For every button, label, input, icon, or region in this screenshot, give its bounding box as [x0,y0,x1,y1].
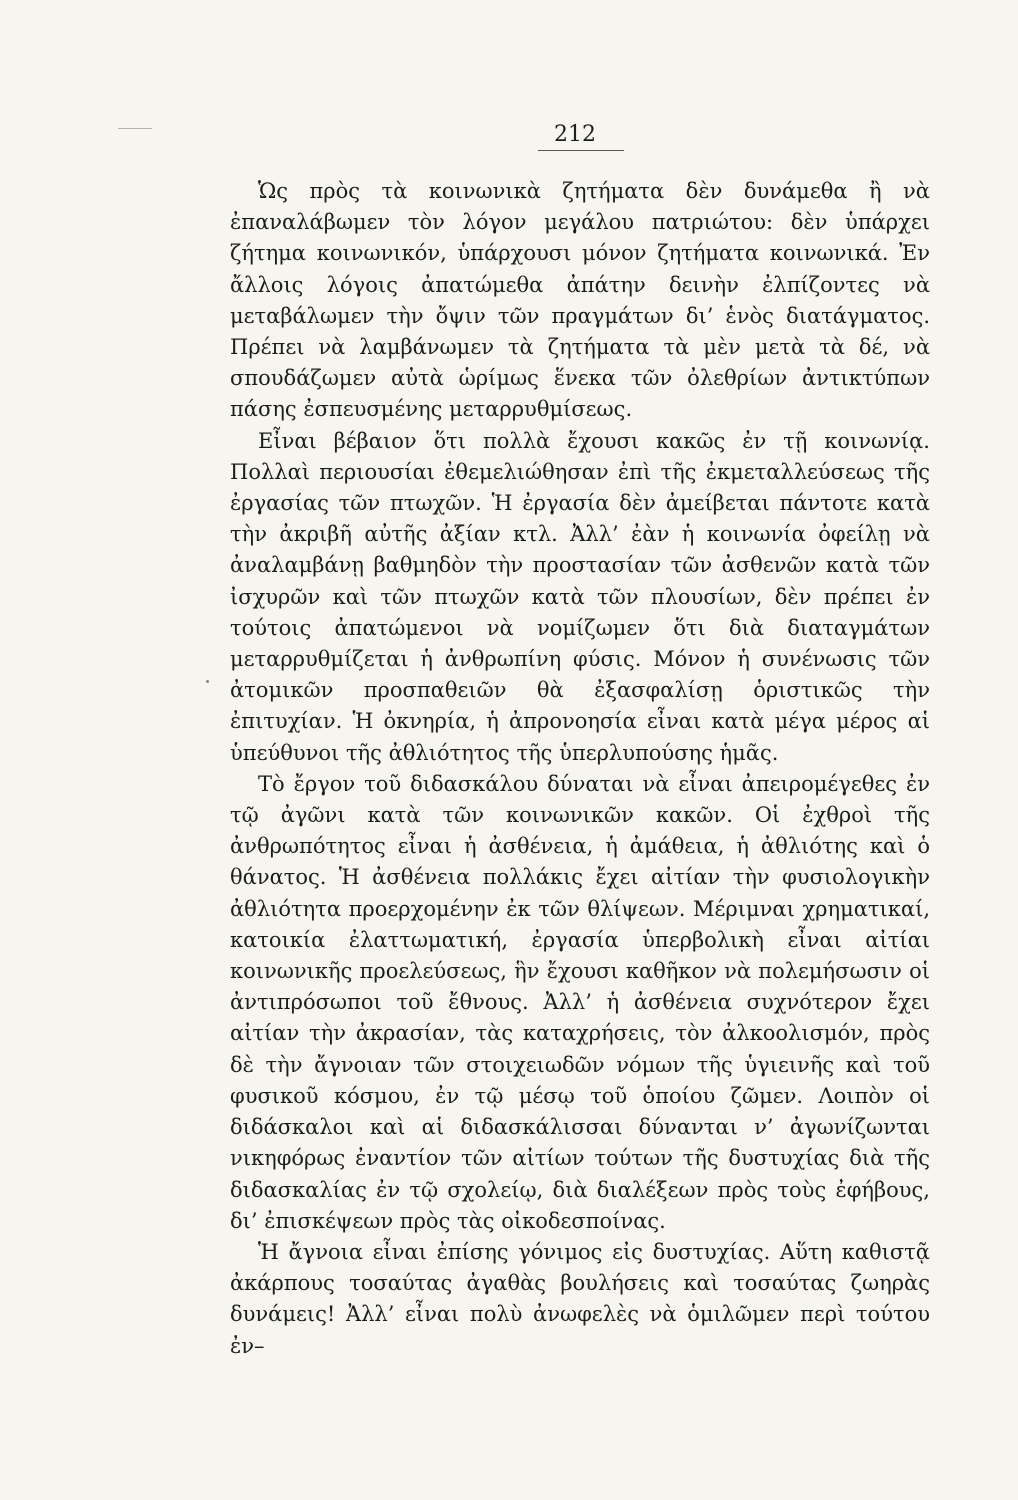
body-text [230,176,930,1362]
page-number: 212 [554,122,596,147]
paragraph-1: Ὡς πρὸς τὰ κοινωνικὰ ζητήματα δὲν δυνάμεθα ἢ νὰ ἐπαναλάβωμεν τὸν λόγον μεγάλου πατριώτου: δὲν ὑπάρχει ζήτημα κοινωνικόν, ὑπάρχουσι μόνον ζητήματα κοινωνικά. Ἐν ἄλλοις λόγοις ἀπατώμεθα ἀπάτην δεινὴν ἐλπίζοντες νὰ μεταβάλωμεν τὴν ὄψιν τῶν πραγμάτων δι’ ἑνὸς διατάγματος. Πρέπει νὰ λαμβάνωμεν τὰ ζητήματα τὰ μὲν μετὰ τὰ δέ, νὰ σπουδάζωμεν αὐτὰ ὡρίμως ἕνεκα τῶν ὀλεθρίων ἀντικτύπων πάσης ἐσπευσμένης μεταρρυθμίσεως. [230,179,930,422]
page-number-rule [538,150,624,151]
paragraph-4: Ἡ ἄγνοια εἶναι ἐπίσης γόνιμος εἰς δυστυχίας. Αὕτη καθιστᾷ ἀκάρπους τοσαύτας ἀγαθὰς βουλήσεις καὶ τοσαύτας ζωηρὰς δυνάμεις! Ἀλλ’ εἶναι πολὺ ἀνωφελὲς νὰ ὁμιλῶμεν περὶ τούτου ἐν– [230,1239,930,1358]
margin-dot [206,680,209,683]
paragraph-3: Τὸ ἔργον τοῦ διδασκάλου δύναται νὰ εἶναι ἀπειρομέγεθες ἐν τῷ ἀγῶνι κατὰ τῶν κοινωνικῶν κακῶν. Οἱ ἐχθροὶ τῆς ἀνθρωπότητος εἶναι ἡ ἀσθένεια, ἡ ἀμάθεια, ἡ ἀθλιότης καὶ ὁ θάνατος. Ἡ ἀσθένεια πολλάκις ἔχει αἰτίαν τὴν φυσιολογικὴν ἀθλιότητα προερχομένην ἐκ τῶν θλίψεων. Μέριμναι χρηματικαί, κατοικία ἐλαττωματική, ἐργασία ὑπερβολικὴ εἶναι αἰτίαι κοινωνικῆς προελεύσεως, ἣν ἔχουσι καθῆκον νὰ πολεμήσωσιν οἱ ἀντιπρόσωποι τοῦ ἔθνους. Ἀλλ’ ἡ ἀσθένεια συχνότερον ἔχει αἰτίαν τὴν ἀκρασίαν, τὰς καταχρήσεις, τὸν ἀλκοολισμόν, πρὸς δὲ τὴν ἄγνοιαν τῶν στοιχειωδῶν νόμων τῆς ὑγιεινῆς καὶ τοῦ φυσικοῦ κόσμου, ἐν τῷ μέσῳ τοῦ ὁποίου ζῶμεν. Λοιπὸν οἱ διδάσκαλοι καὶ αἱ διδασκάλισσαι δύνανται ν’ ἀγωνίζωνται νικηφόρως ἐναντίον τῶν αἰτίων τούτων τῆς δυστυχίας διὰ τῆς διδασκαλίας ἐν τῷ σχολείῳ, διὰ διαλέξεων πρὸς τοὺς ἐφήβους, δι’ ἐπισκέψεων πρὸς τὰς οἰκοδεσποίνας. [230,771,930,1233]
paragraph-2: Εἶναι βέβαιον ὅτι πολλὰ ἔχουσι κακῶς ἐν τῇ κοινωνίᾳ. Πολλαὶ περιουσίαι ἐθεμελιώθησαν ἐπὶ τῆς ἐκμεταλλεύσεως τῆς ἐργασίας τῶν πτωχῶν. Ἡ ἐργασία δὲν ἀμείβεται πάντοτε κατὰ τὴν ἀκριβῆ αὐτῆς ἀξίαν κτλ. Ἀλλ’ ἐὰν ἡ κοινωνία ὀφείλῃ νὰ ἀναλαμβάνῃ βαθμηδὸν τὴν προστασίαν τῶν ἀσθενῶν κατὰ τῶν ἰσχυρῶν καὶ τῶν πτωχῶν κατὰ τῶν πλουσίων, δὲν πρέπει ἐν τούτοις ἀπατώμενοι νὰ νομίζωμεν ὅτι διὰ διαταγμάτων μεταρρυθμίζεται ἡ ἀνθρωπίνη φύσις. Μόνον ἡ συνένωσις τῶν ἀτομικῶν προσπαθειῶν θὰ ἐξασφαλίσῃ ὁριστικῶς τὴν ἐπιτυχίαν. Ἡ ὀκνηρία, ἡ ἀπρονοησία εἶναι κατὰ μέγα μέρος αἱ ὑπεύθυνοι τῆς ἀθλιότητος τῆς ὑπερλυπούσης ἡμᾶς. [230,428,930,765]
